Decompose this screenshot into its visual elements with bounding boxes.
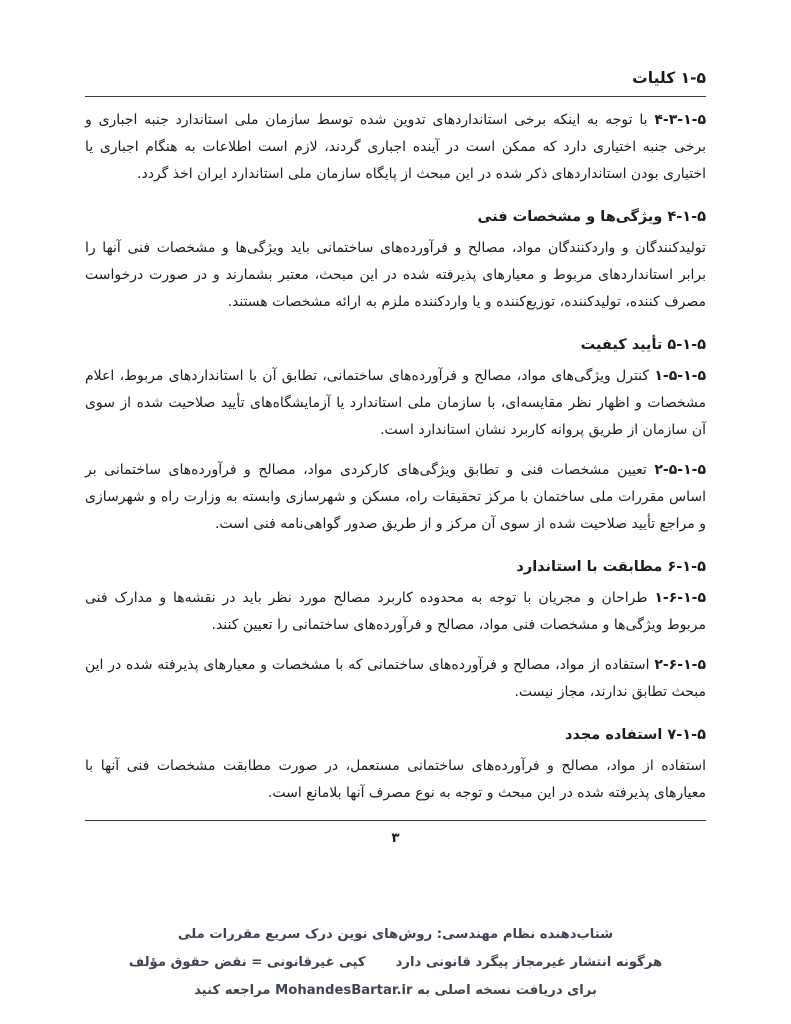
clause-text: طراحان و مجریان با توجه به محدوده کاربرد مصالح مورد نظر باید در نقشه‌ها و مدارک فنی مربوط ویژگی‌ها و مشخصات فنی مواد، مصالح و فرآورده‌های ساختمانی را تعیین کنند. (85, 590, 706, 633)
footer-rule (85, 820, 706, 821)
heading-rule (85, 96, 706, 97)
clause-number: ۱-۵-۱-۵ (654, 368, 707, 384)
page-number: ۳ (391, 830, 400, 846)
section-heading-5-1-4: ۴-۱-۵ ویژگی‌ها و مشخصات فنی (477, 209, 706, 225)
watermark-line-2-right: هرگونه انتشار غیرمجاز پیگرد قانونی دارد (395, 955, 663, 970)
paragraph-5-1-4: تولیدکنندگان و واردکنندگان مواد، مصالح و فرآورده‌های ساختمانی باید ویژگی‌ها و مشخصات فنی آنها را برابر استانداردهای مربوط و معیارهای پذیرفته شده در این مبحث، معتبر بشمارند و در صورت درخواست مصرف کننده، تولیدکننده، توزیع‌کننده و یا واردکننده ملزم به ارائه مشخصات هستند. (85, 240, 706, 310)
section-heading-5-1-6: ۶-۱-۵ مطابقت با استاندارد (516, 559, 706, 575)
watermark-line-1: شتاب‌دهنده نظام مهندسی: روش‌های نوین درک سریع مقررات ملی (177, 927, 614, 942)
clause-number: ۲-۵-۱-۵ (654, 462, 706, 478)
section-heading-5-1-5: ۵-۱-۵ تأیید کیفیت (580, 337, 706, 353)
clause-5-1-6-1 (85, 585, 706, 639)
watermark-block (85, 921, 706, 1005)
clause-5-1-5-2 (85, 457, 706, 538)
clause-5-1-3-4 (85, 107, 706, 188)
clause-text: کنترل ویژگی‌های مواد، مصالح و فرآورده‌های ساختمانی، تطابق آن با استانداردهای مربوط، اعلام مشخصات و اظهار نظر مقایسه‌ای، با سازمان ملی استاندارد یا آزمایشگاه‌های تأیید صلاحیت شده از سوی آن سازمان از طریق پروانه کاربرد نشان استاندارد است. (85, 368, 706, 438)
watermark-line-2-left: کپی غیرقانونی = نقض حقوق مؤلف (128, 955, 366, 970)
clause-5-1-5-1 (85, 363, 706, 444)
section-heading-5-1-7: ۷-۱-۵ استفاده مجدد (565, 727, 706, 743)
paragraph-5-1-7: استفاده از مواد، مصالح و فرآورده‌های ساختمانی مستعمل، در صورت مطابقت مشخصات فنی آنها با معیارهای پذیرفته شده در این مبحث و توجه به نوع مصرف آنها بلامانع است. (85, 758, 706, 801)
clause-number: ۲-۶-۱-۵ (654, 657, 706, 673)
clause-text: تعیین مشخصات فنی و تطابق ویژگی‌های کارکردی مواد، مصالح و فرآورده‌های ساختمانی بر اساس مقررات ملی ساختمان با مرکز تحقیقات راه، مسکن و شهرسازی وابسته به وزارت راه و شهرسازی و مراجع تأیید صلاحیت شده از سوی آن مرکز و از طریق صدور گواهی‌نامه فنی است. (85, 462, 706, 532)
clause-5-1-6-2 (85, 652, 706, 706)
watermark-line-3: برای دریافت نسخه اصلی به MohandesBartar.ir مراجعه کنید (194, 983, 597, 998)
clause-text: استفاده از مواد، مصالح و فرآورده‌های ساختمانی که با مشخصات و معیارهای پذیرفته شده در این مبحث تطابق ندارند، مجاز نیست. (85, 657, 706, 700)
clause-number: ۱-۶-۱-۵ (654, 590, 707, 606)
main-text-block (85, 66, 706, 852)
clause-number: ۴-۳-۱-۵ (654, 112, 706, 128)
clause-text: با توجه به اینکه برخی استانداردهای تدوین شده توسط سازمان ملی استاندارد جنبه اجباری و برخی جنبه اختیاری دارد که ممکن است در آینده اجباری گردند، لازم است اطلاعات به هنگام اجباری یا اختیاری بودن استانداردهای ذکر شده در این مبحث از پایگاه سازمان ملی استاندارد ایران اخذ گردد. (85, 112, 706, 182)
chapter-heading: ۱-۵ کلیات (632, 69, 706, 87)
watermark-line-2 (85, 949, 706, 977)
